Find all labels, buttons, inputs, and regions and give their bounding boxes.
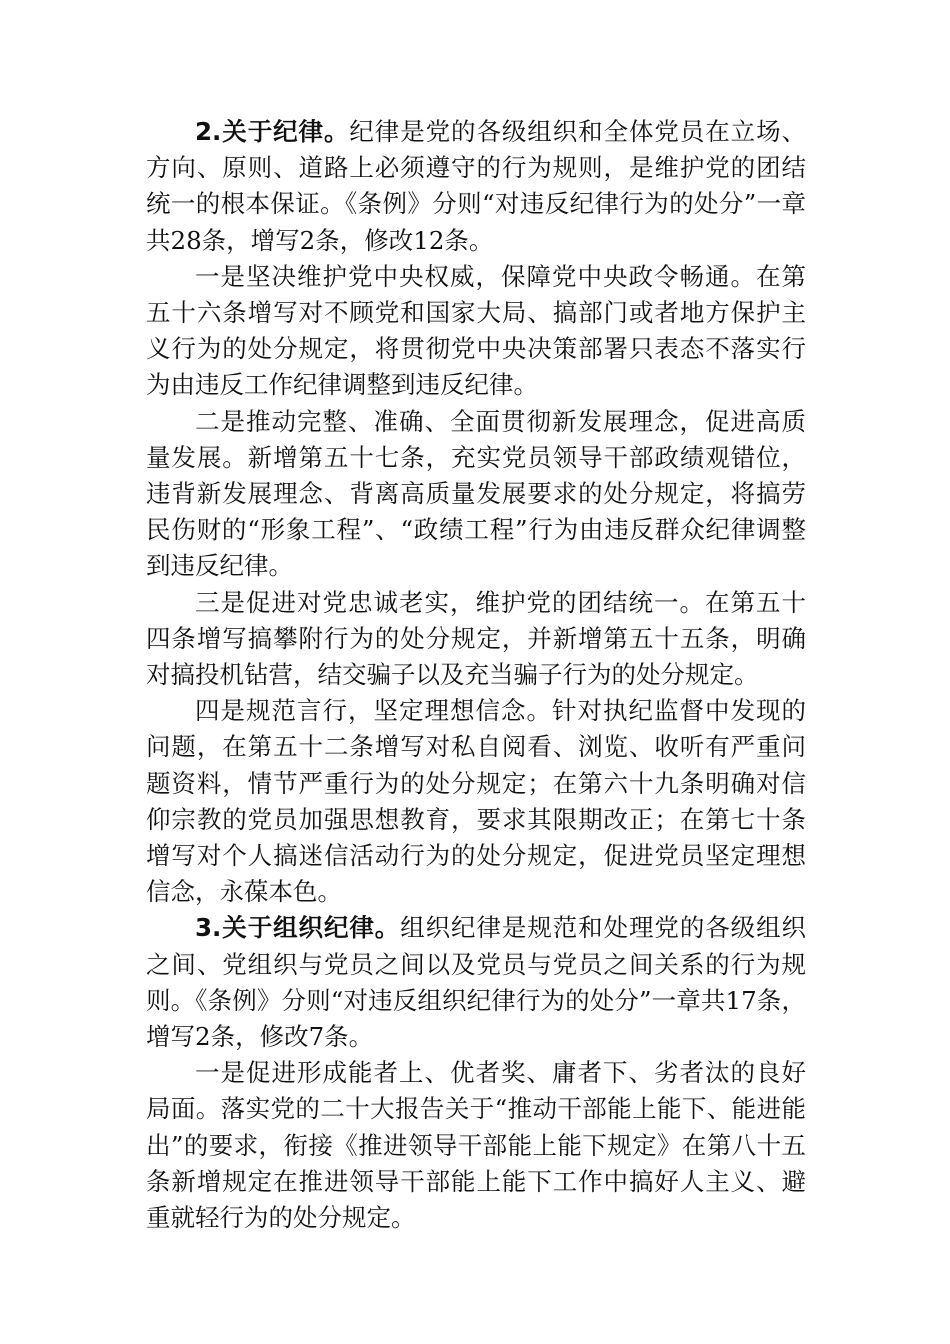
paragraph-discipline — [146, 114, 806, 259]
paragraph-point-4 — [146, 693, 806, 910]
paragraph-text: 一是坚决维护党中央权威，保障党中央政令畅通。在第五十六条增写对不顾党和国家大局、搞部门或者地方保护主义行为的处分规定，将贯彻党中央决策部署只表态不落实行为由违反工作纪律调整到违反纪律。 — [146, 261, 806, 400]
paragraph-point-1 — [146, 259, 806, 404]
paragraph-point-2 — [146, 404, 806, 585]
paragraph-text: 纪律是党的各级组织和全体党员在立场、方向、原则、道路上必须遵守的行为规则，是维护党的团结统一的根本保证。《条例》分则“对违反纪律行为的处分”一章共28条，增写2条，修改12条。 — [146, 117, 806, 255]
section-heading-discipline: 2.关于纪律。 — [195, 117, 350, 146]
paragraph-text: 组织纪律是规范和处理党的各级组织之间、党组织与党员之间以及党员与党员之间关系的行为规则。《条例》分则“对违反组织纪律行为的处分”一章共17条，增写2条，修改7条。 — [146, 913, 807, 1052]
paragraph-text: 二是推动完整、准确、全面贯彻新发展理念，促进高质量发展。新增第五十七条，充实党员领导干部政绩观错位，违背新发展理念、背离高质量发展要求的处分规定，将搞劳民伤财的“形象工程”、“政绩工程”行为由违反群众纪律调整到违反纪律。 — [146, 406, 806, 581]
paragraph-point-3 — [146, 585, 806, 694]
paragraph-org-point-1 — [146, 1055, 806, 1236]
paragraph-text: 三是促进对党忠诚老实，维护党的团结统一。在第五十四条增写搞攀附行为的处分规定，并新增第五十五条，明确对搞投机钻营，结交骗子以及充当骗子行为的处分规定。 — [146, 587, 806, 690]
paragraph-organizational-discipline — [146, 910, 806, 1055]
document-body — [146, 114, 806, 1236]
section-heading-organizational-discipline: 3.关于组织纪律。 — [195, 913, 401, 943]
paragraph-text: 一是促进形成能者上、优者奖、庸者下、劣者汰的良好局面。落实党的二十大报告关于“推动干部能上能下、能进能出”的要求，衔接《推进领导干部能上能下规定》在第八十五条新增规定在推进领导干部能上能下工作中搞好人主义、避重就轻行为的处分规定。 — [146, 1058, 806, 1233]
paragraph-text: 四是规范言行，坚定理想信念。针对执纪监督中发现的问题，在第五十二条增写对私自阅看、浏览、收听有严重问题资料，情节严重行为的处分规定；在第六十九条明确对信仰宗教的党员加强思想教育，要求其限期改正；在第七十条增写对个人搞迷信活动行为的处分规定，促进党员坚定理想信念，永葆本色。 — [146, 696, 806, 907]
